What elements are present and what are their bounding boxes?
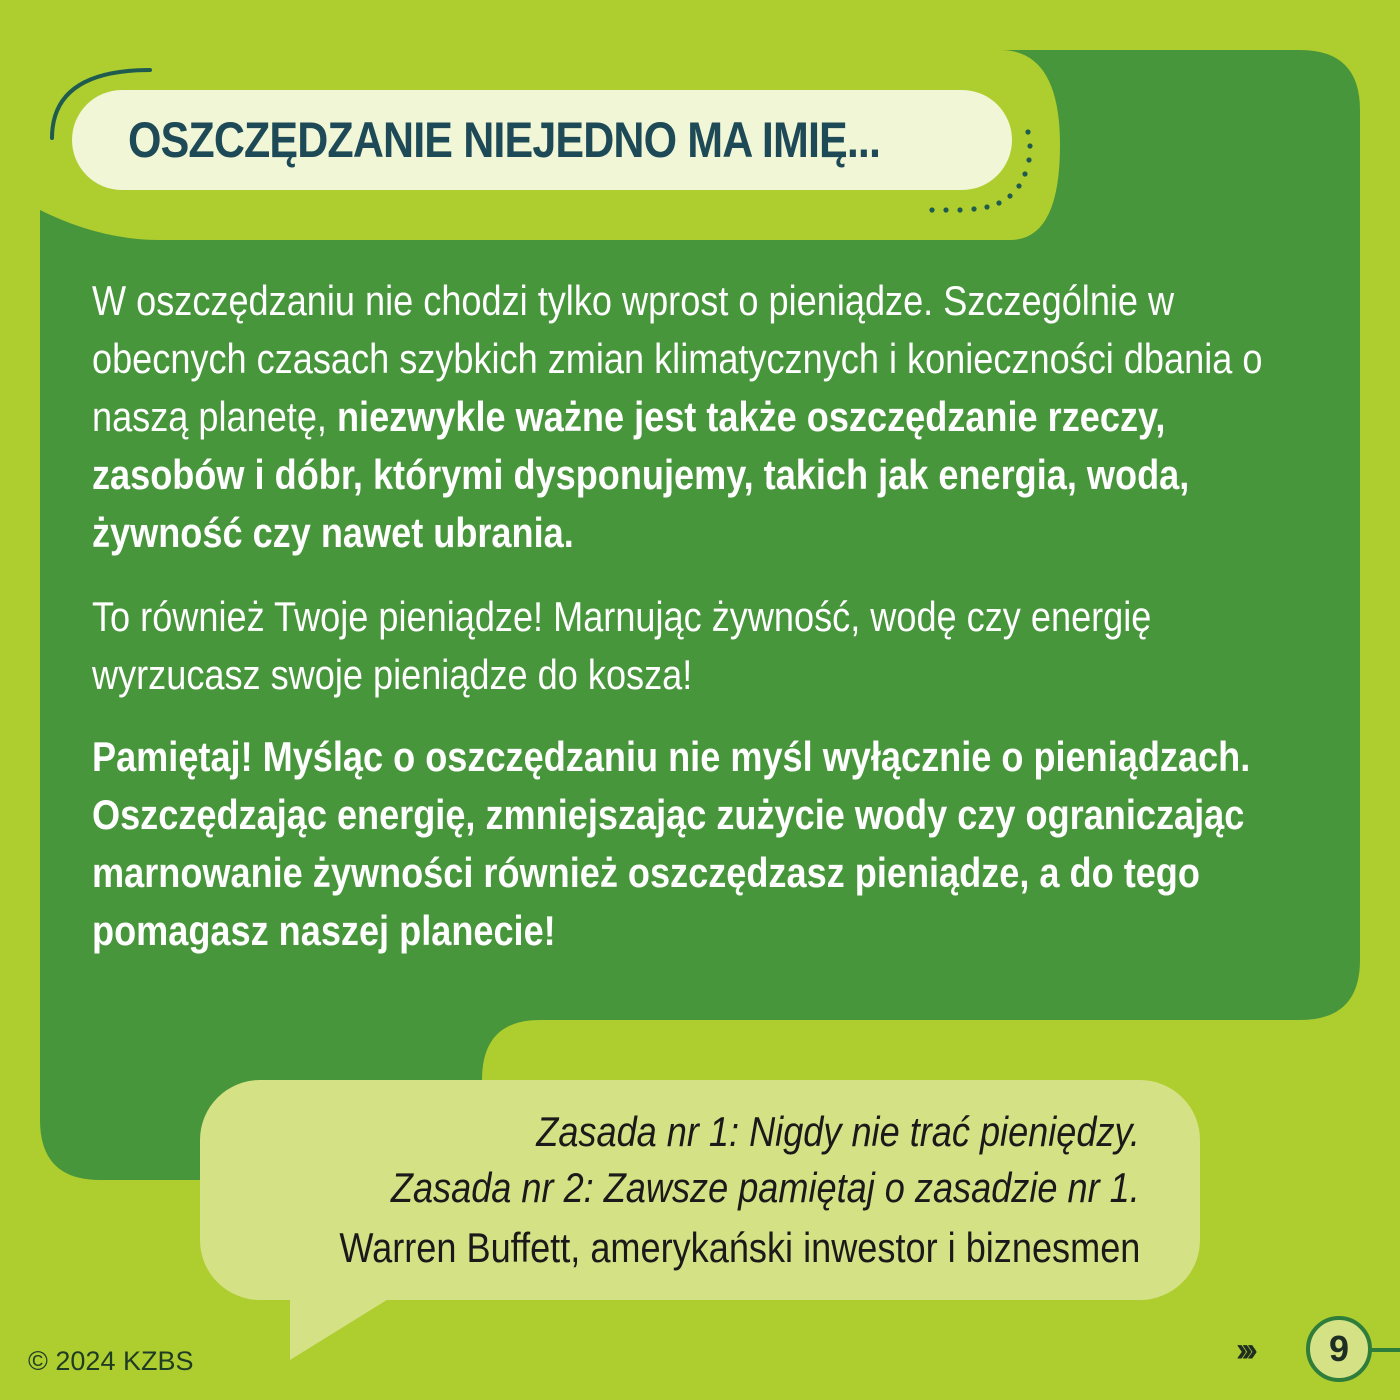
- money-text: To również Twoje pieniądze! Marnując żywność, wodę czy energię wyrzucasz swoje pieniądze do kosza!: [92, 593, 1152, 698]
- money-paragraph: [92, 588, 1279, 704]
- page-title: OSZCZĘDZANIE NIEJEDNO MA IMIĘ...: [128, 112, 881, 168]
- triple-chevron-right-icon[interactable]: ›››: [1236, 1331, 1252, 1369]
- intro-paragraph: [92, 272, 1279, 562]
- remember-paragraph: [92, 728, 1279, 960]
- quote-author: Warren Buffett, amerykański inwestor i biznesmen: [339, 1224, 1140, 1271]
- quote-rule-2: Zasada nr 2: Zawsze pamiętaj o zasadzie nr 1.: [391, 1164, 1140, 1211]
- intro-text: W oszczędzaniu nie chodzi tylko wprost o pieniądze. Szczególnie w obecnych czasach szybkich zmian klimatycznych i konieczności dbania o naszą planetę,: [92, 277, 1263, 440]
- page-number: 9: [1306, 1316, 1372, 1382]
- copyright: © 2024 KZBS: [28, 1346, 194, 1376]
- remember-text: Pamiętaj! Myśląc o oszczędzaniu nie myśl wyłącznie o pieniądzach. Oszczędzając energię, zmniejszając zużycie wody czy ograniczając marnowanie żywności również oszczędzasz pieniądze, a do tego pomagasz naszej planecie!: [92, 733, 1251, 954]
- page-number-line: [1368, 1348, 1400, 1352]
- intro-emphasis: niezwykle ważne jest także oszczędzanie rzeczy, zasobów i dóbr, którymi dysponujemy, takich jak energia, woda, żywność czy nawet ubrania.: [92, 393, 1190, 556]
- quote-bubble-tail: [290, 1290, 395, 1360]
- quote-rule-1: Zasada nr 1: Nigdy nie trać pieniędzy.: [536, 1108, 1140, 1155]
